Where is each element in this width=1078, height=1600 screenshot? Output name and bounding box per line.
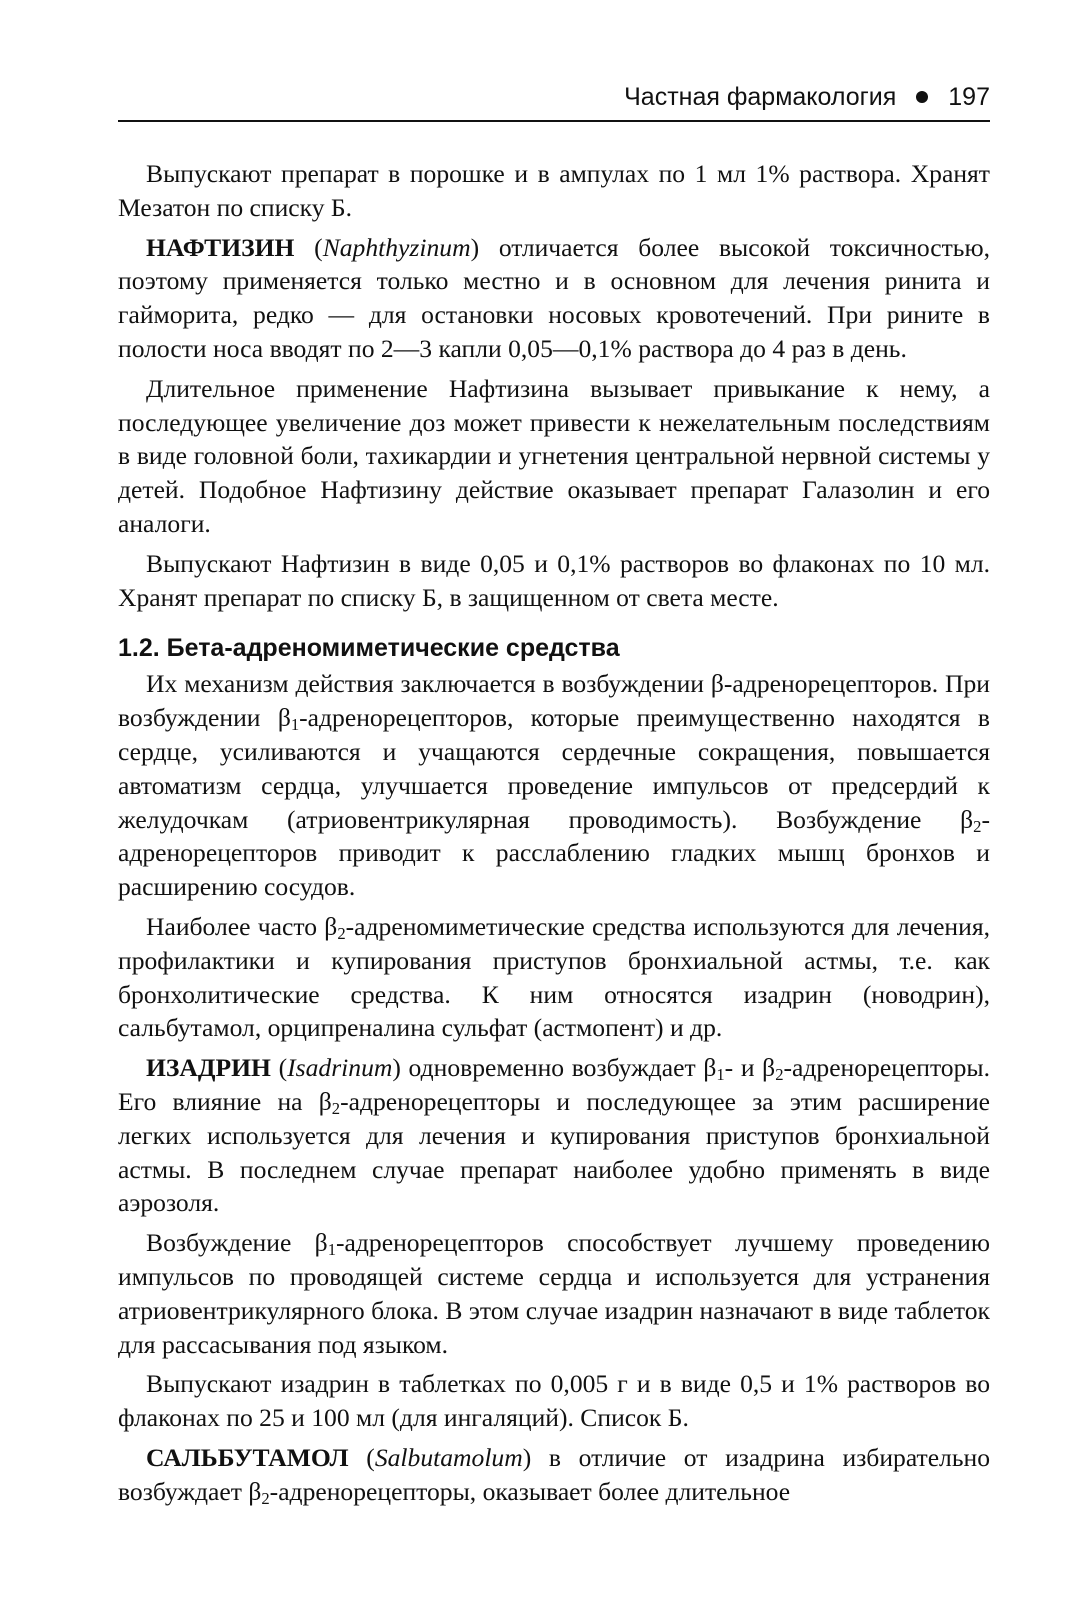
drug-name: ИЗАДРИН — [146, 1053, 271, 1083]
paragraph-salbutamolum: САЛЬБУТАМОЛ (Salbutamolum) в отличие от изадрина избирательно возбуждает $\beta_2$-адренорецепторы, оказывает более длительное — [118, 1442, 990, 1508]
paragraph-8 — [118, 1226, 990, 1361]
subscript: 2 — [331, 1099, 341, 1119]
section-heading: 1.2. Бета-адреномиметические средства — [118, 634, 620, 663]
text-run: одновременно возбуждает β — [400, 1053, 717, 1083]
paragraph-isadrinum: ИЗАДРИН (Isadrinum) одновременно возбуждает $\beta_1-$ и $\beta_2$-адренорецепторы. Его влияние на $\beta_2$-адренорецепторы и последующее за этим расширение легких используется для лечения и купирования приступов бронхиальной астмы. В последнем случае препарат наиболее удобно применять в виде аэрозоля. — [118, 1053, 990, 1218]
paragraph-text: отличается более высокой токсичностью, поэтому применяется только местно и в основном для лечения ринита и гайморита, редко — для остановки носовых кровотечений. При рините в полости носа вводят по 2—3 капли 0,05—0,1% раствора до 4 раз в день. — [118, 232, 990, 363]
paragraph-1: Выпускают препарат в порошке и в ампулах по 1 мл 1% раствора. Хранят Мезатон по списку Б. — [118, 159, 990, 222]
body-text — [118, 157, 990, 1514]
bullet-icon — [916, 91, 928, 103]
subscript: 2 — [973, 816, 982, 836]
text-run: -адренорецепторов, которые преимущественно находятся в сердце, усиливаются и учащаются сердечные сокращения, повышается автоматизм сердца, улучшается проведение импульсов от предсердий к желудочкам (атриовентрикулярная проводимость). Возбуждение β — [118, 703, 990, 834]
page-number: 197 — [948, 82, 990, 111]
paragraph-9: Выпускают изадрин в таблетках по 0,005 г и в виде 0,5 и 1% растворов во флаконах по 25 и 100 мл (для ингаляций). Список Б. — [118, 1369, 990, 1433]
latin-name: Naphthyzinum — [322, 232, 471, 262]
drug-name: НАФТИЗИН — [146, 232, 295, 262]
text-run: -адренорецепторы. Его влияние на β — [118, 1053, 990, 1116]
paragraph-3: Длительное применение Нафтизина вызывает привыкание к нему, а последующее увеличение доз может привести к нежелательным последствиям в виде головной боли, тахикардии и угнетения центральной нервной системы у детей. Подобное Нафтизину действие оказывает препарат Галазолин и его аналоги. — [118, 373, 990, 538]
latin-name: Salbutamolum — [374, 1442, 523, 1472]
text-run: -адренорецепторы, оказывает более длительное — [269, 1476, 791, 1506]
text-run: -адренорецепторов приводит к расслаблению гладких мышц бронхов и расширению сосудов. — [118, 804, 990, 902]
paragraph-6 — [118, 910, 990, 1045]
subscript: 2 — [337, 924, 346, 944]
paragraph-5 — [118, 667, 990, 904]
paragraph-4: Выпускают Нафтизин в виде 0,05 и 0,1% растворов во флаконах по 10 мл. Хранят препарат по списку Б, в защищенном от света месте. — [118, 548, 990, 612]
paragraph-naphthyzinum: НАФТИЗИН (Naphthyzinum) отличается более высокой токсичностью, поэтому применяется только местно и в основном для лечения ринита и гайморита, редко — для остановки носовых кровотечений. При рините в полости носа вводят по 2—3 капли 0,05—0,1% раствора до 4 раз в день. — [118, 232, 990, 363]
latin-name: Isadrinum — [287, 1053, 393, 1083]
text-run: Их механизм действия заключается в возбуждении β-адренорецепторов. При возбуждении β — [118, 669, 990, 733]
text-run: -адренорецепторов способствует лучшему проведению импульсов по проводящей системе сердца и используется для устранения атриовентрикулярного блока. В этом случае изадрин назначают в виде таблеток для рассасывания под языком. — [118, 1228, 990, 1359]
subscript: 1 — [716, 1065, 725, 1085]
text-run: - и β — [724, 1053, 776, 1083]
running-header — [118, 78, 990, 122]
subscript: 1 — [327, 1240, 337, 1260]
text-run: Наиболее часто β — [146, 911, 338, 941]
subscript: 2 — [261, 1488, 270, 1508]
subscript: 2 — [775, 1065, 784, 1085]
running-title: Частная фармакология — [624, 82, 897, 111]
text-run: -адренорецепторы и последующее за этим расширение легких используется для лечения и купирования приступов бронхиальной астмы. В последнем случае препарат наиболее удобно применять в виде аэрозоля. — [118, 1086, 990, 1218]
drug-name: САЛЬБУТАМОЛ — [146, 1442, 349, 1472]
text-run: Возбуждение β — [146, 1228, 328, 1258]
text-run: -адреномиметические средства используются для лечения, профилактики и купирования приступов бронхиальной астмы, т.е. как бронхолитические средства. К ним относятся изадрин (новодрин), сальбутамол, орципреналина сульфат (астмопент) и др. — [118, 911, 990, 1043]
subscript: 1 — [290, 715, 300, 735]
text-run: в отличие от изадрина избирательно возбуждает β — [118, 1442, 990, 1506]
